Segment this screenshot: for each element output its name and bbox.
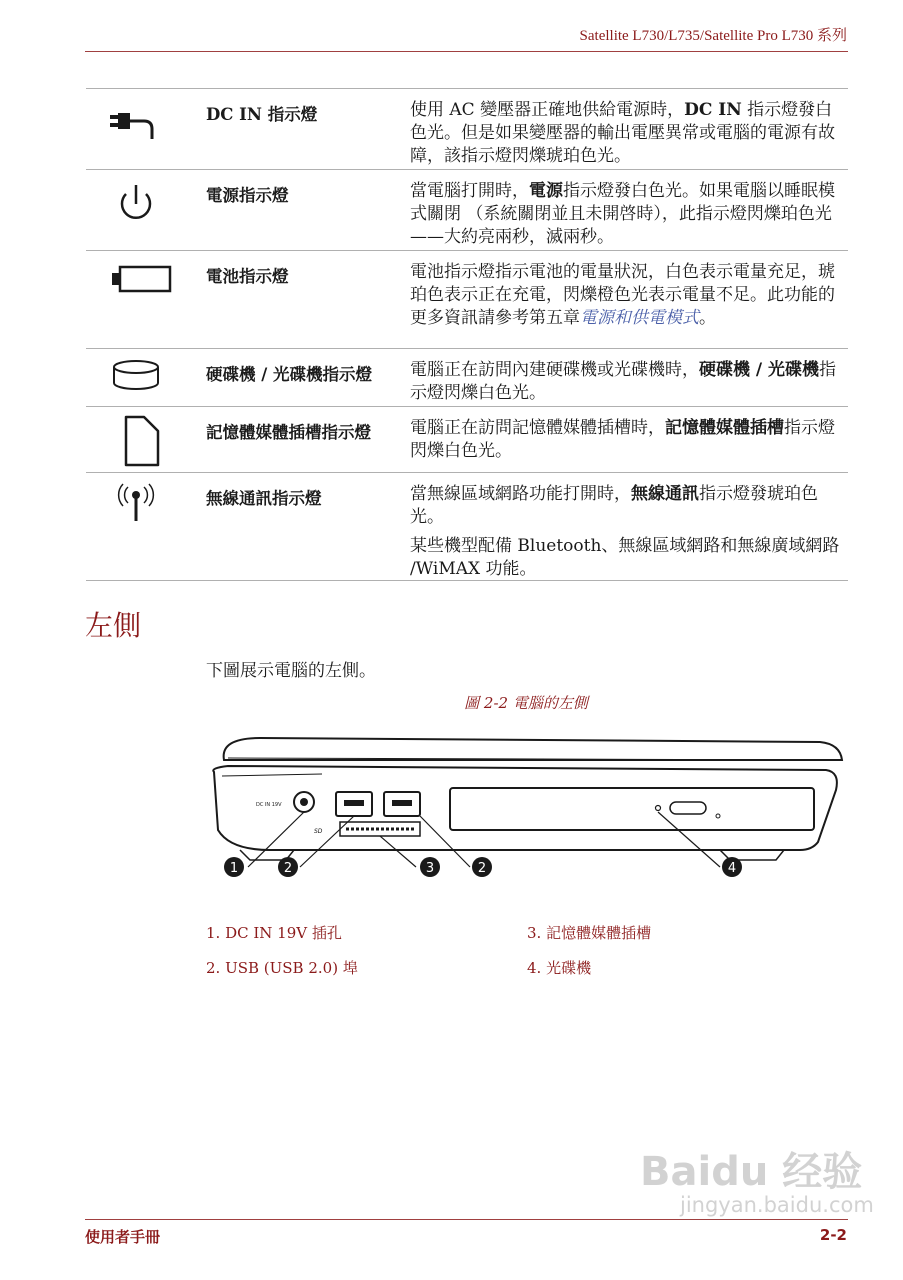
battery-icon (108, 257, 174, 297)
indicator-row-disk (86, 348, 848, 406)
svg-text:4: 4 (727, 861, 737, 876)
page-header-title: Satellite L730/L735/Satellite Pro L730 系列 (579, 28, 847, 44)
indicator-row-memory-card (86, 406, 848, 472)
sd-slot-label: SD (314, 828, 323, 835)
section-title: 左側 (85, 609, 142, 642)
figure-caption: 圖 2-2 電腦的左側 (464, 694, 588, 712)
svg-text:2: 2 (477, 861, 487, 876)
baidu-watermark (640, 1140, 874, 1217)
svg-text:2: 2 (283, 861, 293, 876)
power-icon (108, 180, 164, 228)
wireless-antenna-icon (108, 481, 164, 525)
optical-drive (450, 788, 814, 830)
callout-2a (278, 857, 298, 877)
callout-1 (224, 857, 244, 877)
indicator-name: 記憶體媒體插槽指示燈 (206, 423, 371, 442)
indicator-desc: 當電腦打開時，電源指示燈發白色光。如果電腦以睡眠模式關閉 （系統關閉並且未開啓時），此指示燈閃爍珀色光——大約亮兩秒，滅兩秒。 (410, 181, 835, 247)
section-intro: 下圖展示電腦的左側。 (206, 661, 376, 681)
indicator-desc: 電腦正在訪問內建硬碟機或光碟機時，硬碟機 / 光碟機指示燈閃爍白色光。 (410, 360, 837, 403)
disk-drive-icon (108, 355, 164, 395)
laptop-left-side-figure (200, 730, 850, 890)
callout-3 (420, 857, 440, 877)
legend-item-2: 2. USB (USB 2.0) 埠 (206, 959, 358, 977)
legend-item-1: 1. DC IN 19V 插孔 (206, 924, 342, 942)
callout-4 (722, 857, 742, 877)
dc-in-port-label: DC IN 19V (256, 802, 282, 808)
indicator-row-power (86, 169, 848, 250)
svg-text:3: 3 (425, 861, 435, 876)
page-number: 2-2 (819, 1226, 847, 1244)
legend-item-4: 4. 光碟機 (527, 959, 592, 977)
footer-manual-title: 使用者手冊 (85, 1228, 161, 1246)
indicator-row-dcin (86, 88, 848, 169)
callout-2b (472, 857, 492, 877)
legend-item-3: 3. 記憶體媒體插槽 (527, 924, 652, 942)
indicator-row-wireless (86, 472, 848, 581)
indicator-desc: 電池指示燈指示電池的電量狀況，白色表示電量充足，琥珀色表示正在充電，閃爍橙色光表示電量不足。此功能的更多資訊請參考第五章電源和供電模式。 (410, 262, 835, 328)
indicator-table (86, 88, 848, 581)
svg-text:1: 1 (229, 861, 239, 876)
indicator-desc: 電腦正在訪問記憶體媒體插槽時，記憶體媒體插槽指示燈閃爍白色光。 (410, 418, 835, 461)
indicator-desc: 當無線區域網路功能打開時，無線通訊指示燈發琥珀色光。 某些機型配備 Bluetooth、無線區域網路和無線廣域網路 /WiMAX 功能。 (410, 484, 840, 579)
indicator-name: 無線通訊指示燈 (206, 489, 322, 508)
header-rule (85, 51, 848, 52)
indicator-desc: 使用 AC 變壓器正確地供給電源時，DC IN 指示燈發白色光。但是如果變壓器的輸出電壓異常或電腦的電源有故障，該指示燈閃爍琥珀色光。 (410, 100, 835, 166)
indicator-name: DC IN 指示燈 (206, 105, 318, 124)
indicator-name: 電源指示燈 (206, 186, 289, 205)
indicator-row-battery (86, 250, 848, 348)
indicator-name: 電池指示燈 (206, 267, 289, 286)
dc-plug-icon (108, 103, 164, 143)
watermark-url: jingyan.baidu.com (680, 1193, 874, 1217)
watermark-logo: Baidu 经验 (640, 1149, 863, 1195)
memory-card-icon (108, 413, 164, 469)
footer-rule (85, 1219, 848, 1220)
indicator-name: 硬碟機 / 光碟機指示燈 (206, 365, 373, 384)
